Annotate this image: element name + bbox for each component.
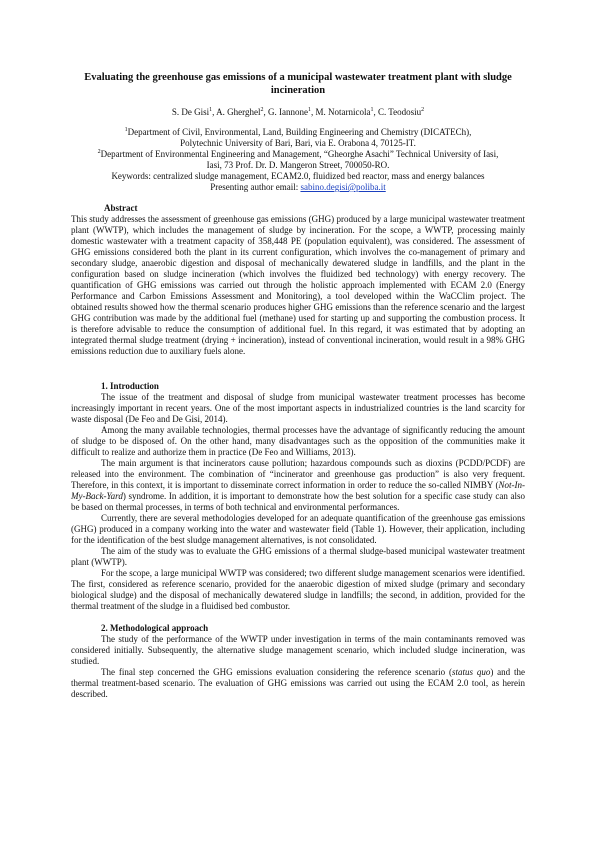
paragraph: For the scope, a large municipal WWTP was considered; two different sludge management scenarios were identified. The first, considered as reference scenario, provided for the anaerobic digestion of mixed sludge (primary and secondary biological sludge) and the disposal of mechanically dewatered sludge in landfills; the second, in addition, provided for the thermal treatment of the sludge in a fluidised bed combustor. xyxy=(71,568,525,611)
paragraph: The issue of the treatment and disposal of sludge from municipal wastewater treatment processes has become increasingly important in recent years. One of the most important aspects in industrialized countries is the land scarcity for waste disposal (De Feo and De Gisi, 2014). xyxy=(71,392,525,424)
paragraph: The main argument is that incinerators cause pollution; hazardous compounds such as dioxins (PCDD/PCDF) are released into the environment. The combination of “incinerator and greenhouse gas production” is also very frequent. Therefore, in this context, it is important to disseminate correct information in order to reduce the so-called NIMBY (Not-In-My-Back-Yard) syndrome. In addition, it is important to demonstrate how the best solution for a specific case study can also be based on thermal processes, in terms of both technical and environmental performances. xyxy=(71,458,525,512)
author: S. De Gisi$^1$, xyxy=(171,107,217,117)
affiliation-2: $^2$Department of Environmental Engineering and Management, “Gheorghe Asachi” Technical University of Iasi, xyxy=(97,149,499,159)
paragraph: Among the many available technologies, thermal processes have the advantage of significantly reducing the amount of sludge to be disposed of. On the other hand, many disadvantages such as the opposition of the communities make it difficult to realize and authorize them in practice (De Feo and Williams, 2013). xyxy=(71,425,525,457)
affiliation-1: $^1$Department of Civil, Environmental, Land, Building Engineering and Chemistry (DICATECh), xyxy=(124,127,472,137)
author: G. Iannone$^1$, xyxy=(267,107,316,117)
abstract-text: This study addresses the assessment of greenhouse gas emissions (GHG) produced by a large municipal wastewater treatment plant (WWTP), which includes the management of sludge by incineration. For the scope, a WWTP, processing mainly domestic wastewater with a treatment capacity of 358,448 PE (population equivalent), was considered. The assessment of GHG emissions considered both the plant in its current configuration, which involves the co-management of primary and secondary sludge, anaerobic digestion and disposal of mechanically dewatered sludge in landfills, and the plant in the configuration based on sludge incineration (which involves the fluidized bed technology) with energy recovery. The quantification of GHG emissions was carried out through the holistic approach implemented with ECAM 2.0 (Energy Performance and Carbon Emissions Assessment and Monitoring), a tool developed within the WaCClim project. The obtained results showed how the thermal scenario produces higher GHG emissions than the reference scenario and the largest GHG contribution was made by the additional fuel (methane) used for starting up and supporting the combustion process. It is therefore advisable to reduce the consumption of additional fuel. In this regard, it was estimated that by adopting an integrated thermal sludge treatment (drying + incineration), instead of conventional incineration, would result in a 98% GHG emissions reduction due to auxiliary fuels alone. xyxy=(71,214,525,356)
paper-page xyxy=(71,71,525,700)
affiliation-1-address: Polytechnic University of Bari, Bari, via E. Orabona 4, 70125-IT. xyxy=(180,138,416,148)
section-heading-method: 2. Methodological approach xyxy=(101,623,209,633)
author-list xyxy=(71,107,525,118)
paragraph: Currently, there are several methodologies developed for an adequate quantification of the greenhouse gas emissions (GHG) produced in a company working into the water and wastewater field (Table 1). However, their application, including for the identification of the best sludge management alternatives, is not consolidated. xyxy=(71,513,525,545)
author: C. Teodosiu$^2$ xyxy=(377,107,425,117)
paragraph: The study of the performance of the WWTP under investigation in terms of the main contaminants removed was considered initially. Subsequently, the alternative sludge management scenario, which included sludge incineration, was studied. xyxy=(71,634,525,666)
paper-title: Evaluating the greenhouse gas emissions of a municipal wastewater treatment plant with sludge incineration xyxy=(84,72,512,96)
author: A. Gherghel$^2$, xyxy=(216,107,268,117)
author: M. Notarnicola$^1$, xyxy=(315,107,378,117)
paragraph: The aim of the study was to evaluate the GHG emissions of a thermal sludge-based municipal wastewater treatment plant (WWTP). xyxy=(71,546,525,567)
author-email: Presenting author email: sabino.degisi@poliba.it xyxy=(210,182,386,192)
section-heading-introduction: 1. Introduction xyxy=(101,381,159,391)
paragraph: The final step concerned the GHG emissions evaluation considering the reference scenario (status quo) and the thermal treatment-based scenario. The evaluation of GHG emissions was carried out using the ECAM 2.0 tool, as herein described. xyxy=(71,667,525,699)
affiliations xyxy=(71,127,525,171)
abstract-heading: Abstract xyxy=(104,203,138,213)
keywords: Keywords: centralized sludge management, ECAM2.0, fluidized bed reactor, mass and energy balances xyxy=(111,171,485,181)
email-link[interactable]: sabino.degisi@poliba.it xyxy=(300,182,386,192)
affiliation-2-address: Iasi, 73 Prof. Dr. D. Mangeron Street, 700050-RO. xyxy=(206,160,390,170)
